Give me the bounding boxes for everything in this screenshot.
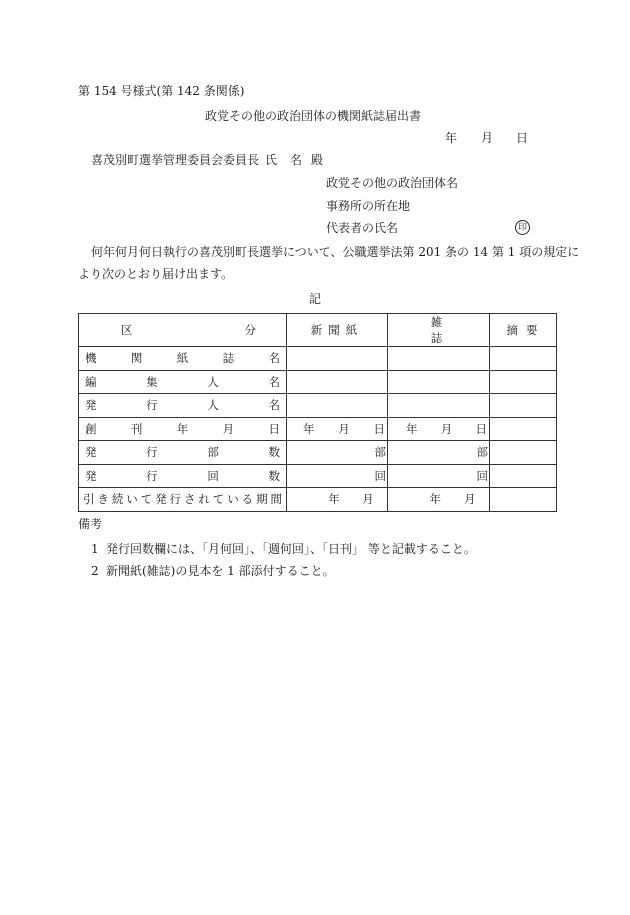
periodical-table: [78, 313, 557, 512]
addressee-name-label-1: 氏: [265, 153, 278, 167]
cell-frequency-magazine[interactable]: 回: [388, 464, 490, 488]
group-name-label: 政党その他の政治団体名: [326, 176, 459, 190]
cell-publisher-summary[interactable]: [490, 394, 557, 418]
header-category: [79, 314, 287, 347]
cell-publisher-magazine[interactable]: [388, 394, 490, 418]
cell-editor-magazine[interactable]: [388, 370, 490, 394]
table-row: [79, 370, 557, 394]
table-row: [79, 441, 557, 465]
header-category-char-2: 分: [244, 323, 256, 337]
cell-founded-summary[interactable]: [490, 417, 557, 441]
row-label-circulation: [79, 441, 287, 465]
seal-mark: 印: [515, 220, 530, 235]
addressee-name-label-2: 名: [290, 153, 303, 167]
body-text-line-2: より次のとおり届け出ます。: [78, 267, 234, 281]
header-summary: 摘要: [490, 314, 557, 347]
cell-organ-name-summary[interactable]: [490, 347, 557, 371]
cell-publisher-newspaper[interactable]: [287, 394, 388, 418]
body-text-line-1: 何年何月何日執行の喜茂別町長選挙について、公職選挙法第 201 条の 14 第 1 項の規定に: [91, 245, 580, 259]
document-title: 政党その他の政治団体の機関紙誌届出書: [205, 109, 422, 123]
cell-founded-newspaper[interactable]: 年 月 日: [287, 417, 388, 441]
date-year-label: 年: [445, 131, 458, 145]
addressee-honorific: 殿: [311, 153, 324, 167]
cell-editor-summary[interactable]: [490, 370, 557, 394]
form-number: 第 154 号様式(第 142 条関係): [78, 84, 245, 98]
table-row: [79, 417, 557, 441]
cell-period-newspaper[interactable]: 年 月: [287, 488, 388, 512]
table-row: [79, 394, 557, 418]
note-1-text: 発行回数欄には、「月何回」、「週何回」、「日刊」 等と記載すること。: [106, 542, 476, 556]
header-magazine: 雑誌: [388, 314, 490, 347]
row-label-period: [79, 488, 287, 512]
row-label-publisher: [79, 394, 287, 418]
founded-label: 創 刊 年 月 日: [85, 421, 280, 436]
date-day-label: 日: [516, 131, 529, 145]
table-row: [79, 347, 557, 371]
office-location-label: 事務所の所在地: [326, 199, 411, 213]
editor-label: 編 集 人 名: [85, 374, 280, 389]
cell-editor-newspaper[interactable]: [287, 370, 388, 394]
cell-frequency-newspaper[interactable]: 回: [287, 464, 388, 488]
organ-name-label: 機 関 紙 誌 名: [85, 351, 280, 366]
note-2-number: 2: [91, 564, 99, 578]
period-label: 引 き 続 い て 発 行 さ れ て い る 期 間: [83, 492, 282, 507]
row-label-organ-name: [79, 347, 287, 371]
header-category-char-1: 区: [121, 323, 133, 337]
row-label-editor: [79, 370, 287, 394]
publisher-label: 発 行 人 名: [85, 398, 280, 413]
cell-organ-name-magazine[interactable]: [388, 347, 490, 371]
cell-period-magazine[interactable]: 年 月: [388, 488, 490, 512]
addressee-office: 喜茂別町選挙管理委員会委員長: [91, 153, 260, 167]
note-1-number: 1: [91, 542, 99, 556]
cell-frequency-summary[interactable]: [490, 464, 557, 488]
note-2-text: 新聞紙(雑誌)の見本を 1 部添付すること。: [106, 564, 335, 578]
cell-circulation-summary[interactable]: [490, 441, 557, 465]
table-row: [79, 488, 557, 512]
cell-founded-magazine[interactable]: 年 月 日: [388, 417, 490, 441]
date-month-label: 月: [481, 131, 494, 145]
cell-circulation-magazine[interactable]: 部: [388, 441, 490, 465]
circulation-label: 発 行 部 数: [85, 445, 280, 460]
header-newspaper: 新聞紙: [287, 314, 388, 347]
cell-organ-name-newspaper[interactable]: [287, 347, 388, 371]
ki-label: 記: [309, 292, 322, 306]
notes-heading: 備考: [78, 517, 103, 531]
row-label-founded: [79, 417, 287, 441]
representative-label: 代表者の氏名: [326, 221, 399, 235]
row-label-frequency: [79, 464, 287, 488]
frequency-label: 発 行 回 数: [85, 468, 280, 483]
table-row: [79, 464, 557, 488]
cell-circulation-newspaper[interactable]: 部: [287, 441, 388, 465]
cell-period-summary[interactable]: [490, 488, 557, 512]
table-header-row: [79, 314, 557, 347]
